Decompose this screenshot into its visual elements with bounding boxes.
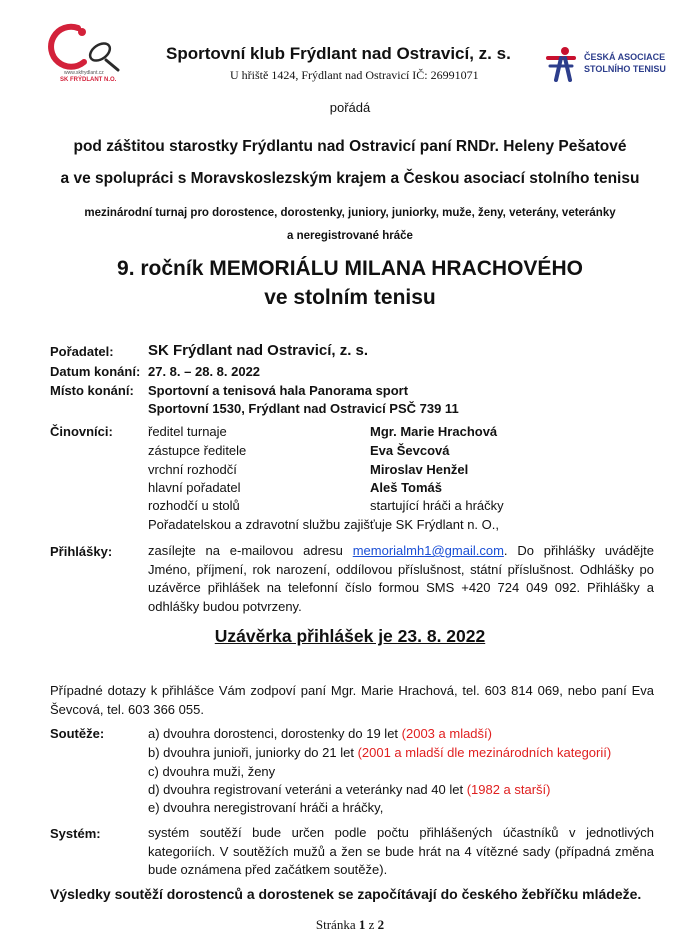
official-role: rozhodčí u stolů [148,498,240,513]
patronage-line: pod záštitou starostky Frýdlantu nad Ostravicí paní RNDr. Heleny Pešatové [73,138,627,155]
system-label: Systém: [50,826,101,841]
footer-page-total: 2 [377,917,385,932]
footer-of-word: z [368,917,375,932]
competition-item [148,764,275,779]
competition-text: e) dvouhra neregistrovaní hráči a hráčky, [148,800,384,815]
results-note: Výsledky soutěží dorostenců a dorostenek se započítávají do českého žebříčku mládeže. [50,886,642,902]
official-name: Mgr. Marie Hrachová [370,424,498,439]
competition-text: b) dvouhra junioři, juniorky do 21 let [148,745,358,760]
organizer-value: SK Frýdlant nad Ostravicí, z. s. [148,342,369,359]
cast-logo-figure-icon [544,46,578,82]
official-role: zástupce ředitele [148,443,247,458]
event-title-line-2: ve stolním tenisu [264,286,436,309]
registration-text-before: zasílejte na e-mailovou adresu [148,543,353,558]
official-role: hlavní pořadatel [148,480,241,495]
club-logo-name: SK FRÝDLANT N.O. [60,77,117,83]
deadline-text: Uzávěrka přihlášek je 23. 8. 2022 [214,626,486,646]
cast-logo [544,46,664,82]
service-note: Pořadatelskou a zdravotní službu zajišťuje SK Frýdlant n. O., [148,517,499,532]
official-name: Miroslav Henžel [370,462,469,477]
registration-text-after: . Do přihlášky uvádějte Jméno, příjmení, rok narození, oddílovou příslušnost, státní příslušnost. Odhlášky po uzávěrce přihlášek na telefonní číslo formou SMS +420 724 049 092. Přihlášky a odhlášky budou potvrzeny. [148,543,654,614]
official-name: Eva Ševcová [370,443,450,458]
tournament-line-1: mezinárodní turnaj pro dorostence, dorostenky, juniory, juniorky, muže, ženy, veterány, veteránky [84,207,616,219]
competition-text: d) dvouhra registrovaní veteráni a veteránky nad 40 let [148,782,467,797]
official-role: vrchní rozhodčí [148,462,237,477]
organizes-word: pořádá [329,100,371,115]
competition-item [148,782,551,797]
date-value: 27. 8. – 28. 8. 2022 [148,364,261,379]
official-name: Aleš Tomáš [370,480,443,495]
competition-item [148,800,383,815]
date-label: Datum konání: [50,364,141,379]
venue-line-1: Sportovní a tenisová hala Panorama sport [148,383,409,398]
officials-label: Činovníci: [50,424,113,439]
footer-page-word: Stránka [315,917,356,932]
official-name: startující hráči a hráčky [370,498,504,513]
competitions-label: Soutěže: [50,726,105,741]
competition-age-note: (1982 a starší) [466,782,551,797]
registration-text [148,542,654,616]
event-title-line-1: 9. ročník MEMORIÁLU MILANA HRACHOVÉHO [117,257,583,280]
tournament-line-2: a neregistrované hráče [287,230,413,242]
competition-item [148,726,492,741]
system-text: systém soutěží bude určen podle počtu přihlášených účastníků v jednotlivých kategoriích. V soutěžích mužů a žen se bude hrát na 4 vítězné sady (případná změna bude oznámena před začátkem soutěže). [148,825,654,877]
organizer-label: Pořadatel: [50,344,114,359]
venue-label: Místo konání: [50,383,134,398]
club-title: Sportovní klub Frýdlant nad Ostravicí, z. s. [166,44,511,63]
venue-line-2: Sportovní 1530, Frýdlant nad Ostravicí PSČ 739 11 [148,401,459,416]
footer-page-current: 1 [358,917,366,932]
competition-age-note: (2001 a mladší dle mezinárodních kategorií) [357,745,612,760]
registration-label: Přihlášky: [50,544,113,559]
club-address: U hřiště 1424, Frýdlant nad Ostravicí IČ: 26991071 [230,68,479,82]
questions-text: Případné dotazy k přihlášce Vám zodpoví paní Mgr. Marie Hrachová, tel. 603 814 069, nebo paní Eva Ševcová, tel. 603 366 055. [50,683,654,717]
deadline-heading [0,626,700,647]
registration-email-link[interactable]: memorialmh1@gmail.com [352,543,504,558]
cast-logo-line1: ČESKÁ ASOCIACE [584,52,666,62]
competition-age-note: (2003 a mladší) [401,726,492,741]
club-logo-url: www.skfrydlant.cz [64,70,104,76]
competition-item [148,745,611,760]
cast-logo-line2: STOLNÍHO TENISU [584,64,666,74]
page-footer [0,917,700,933]
competition-text: c) dvouhra muži, ženy [148,764,276,779]
official-role: ředitel turnaje [148,424,227,439]
club-logo [48,22,128,84]
competition-text: a) dvouhra dorostenci, dorostenky do 19 let [148,726,402,741]
cooperation-line: a ve spolupráci s Moravskoslezským krajem a Českou asociací stolního tenisu [60,170,640,187]
